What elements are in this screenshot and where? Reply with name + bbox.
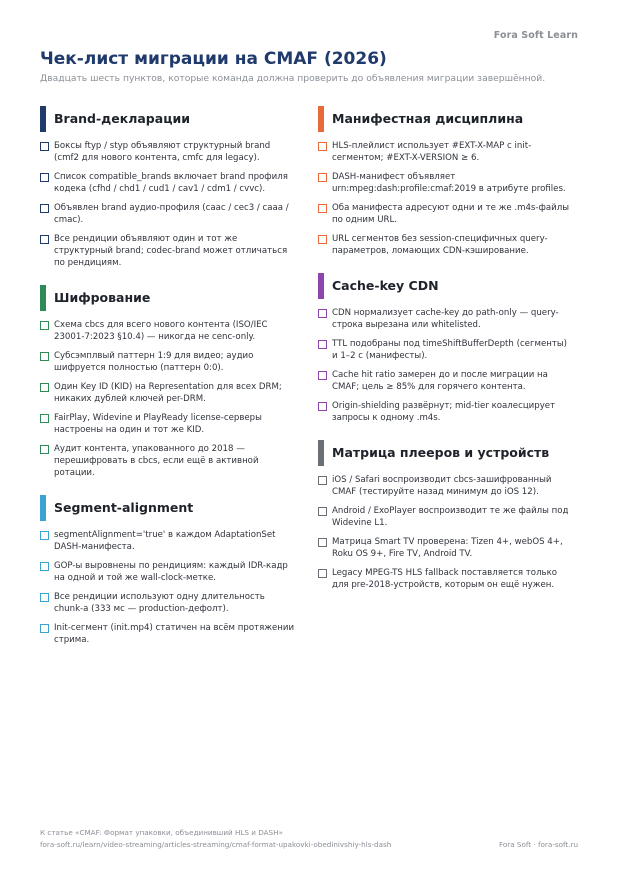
checkbox-icon[interactable]	[40, 142, 49, 151]
checkbox-icon[interactable]	[318, 507, 327, 516]
checkbox-icon[interactable]	[318, 371, 327, 380]
section-color-bar	[40, 106, 46, 132]
checkbox-icon[interactable]	[40, 352, 49, 361]
checklist-item-text: Init-сегмент (init.mp4) статичен на всём протяжении стрима.	[54, 623, 295, 645]
checkbox-icon[interactable]	[318, 142, 327, 151]
checklist-item-text: Origin-shielding развёрнут; mid-tier коалесцирует запросы к одному .m4s.	[332, 401, 556, 423]
section-header	[318, 440, 574, 466]
checkbox-icon[interactable]	[40, 204, 49, 213]
checkbox-icon[interactable]	[318, 569, 327, 578]
section-manifest	[318, 106, 574, 257]
checklist-item-text: Матрица Smart TV проверена: Tizen 4+, webOS 4+, Roku OS 9+, Fire TV, Android TV.	[332, 537, 563, 559]
checklist-item-text: GOP-ы выровнены по рендициям: каждый IDR-кадр на одной и той же wall-clock-метке.	[54, 561, 288, 583]
checklist-item-text: Cache hit ratio замерен до и после миграции на CMAF; цель ≥ 85% для горячего контента.	[332, 370, 548, 392]
checklist-item-text: TTL подобраны под timeShiftBufferDepth (сегменты) и 1–2 с (манифесты).	[332, 339, 568, 361]
section-cdn	[318, 273, 574, 424]
checklist-item	[40, 350, 296, 374]
section-title: Brand-декларации	[54, 111, 190, 126]
checklist-item	[40, 412, 296, 436]
left-column	[40, 106, 296, 662]
checklist-item-text: CDN нормализует cache-key до path-only — query-строка вырезана или whitelisted.	[332, 308, 559, 330]
checkbox-icon[interactable]	[40, 235, 49, 244]
checklist-item	[40, 529, 296, 553]
page-subtitle: Двадцать шесть пунктов, которые команда должна проверить до объявления миграции завершённой.	[40, 73, 546, 84]
section-color-bar	[318, 273, 324, 299]
checklist-item	[318, 369, 574, 393]
checklist-item-text: Android / ExoPlayer воспроизводит те же файлы под Widevine L1.	[332, 506, 569, 528]
section-title: Segment-alignment	[54, 500, 194, 515]
checkbox-icon[interactable]	[318, 476, 327, 485]
section-header	[40, 285, 296, 311]
page-title: Чек-лист миграции на CMAF (2026)	[40, 49, 387, 69]
checkbox-icon[interactable]	[318, 309, 327, 318]
section-title: Манифестная дисциплина	[332, 111, 524, 126]
footer-article: К статье «CMAF: Формат упаковки, объединивший HLS и DASH»	[40, 828, 283, 837]
checklist-item-text: Схема cbcs для всего нового контента (ISO/IEC 23001-7:2023 §10.4) — никогда не cenc-only.	[54, 320, 268, 342]
checklist-item-text: URL сегментов без session-специфичных query-параметров, ломающих CDN-кэширование.	[332, 234, 548, 256]
section-encryption	[40, 285, 296, 479]
checkbox-icon[interactable]	[318, 235, 327, 244]
checklist-item	[318, 505, 574, 529]
checklist-item	[318, 567, 574, 591]
checklist-item-text: DASH-манифест объявляет urn:mpeg:dash:profile:cmaf:2019 в атрибуте profiles.	[332, 172, 566, 194]
section-title: Cache-key CDN	[332, 278, 439, 293]
checkbox-icon[interactable]	[40, 531, 49, 540]
checklist-item	[318, 233, 574, 257]
checklist-item-text: Один Key ID (KID) на Representation для всех DRM; никаких дублей ключей per-DRM.	[54, 382, 282, 404]
section-color-bar	[318, 440, 324, 466]
checklist-item	[40, 202, 296, 226]
checklist-item-text: Все рендиции используют одну длительность chunk-а (333 мс — production-дефолт).	[54, 592, 265, 614]
checklist-item-text: Боксы ftyp / styp объявляют структурный brand (cmf2 для нового контента, cmfc для legacy).	[54, 141, 271, 163]
section-players	[318, 440, 574, 591]
checklist-item-text: FairPlay, Widevine и PlayReady license-серверы настроены на один и тот же KID.	[54, 413, 262, 435]
section-title: Матрица плееров и устройств	[332, 445, 550, 460]
brand-label: Fora Soft Learn	[493, 30, 578, 41]
checklist-item	[318, 474, 574, 498]
checklist-item-text: Все рендиции объявляют один и тот же структурный brand; codec-brand может отличаться по рендициям.	[54, 234, 288, 268]
section-brand	[40, 106, 296, 269]
section-title: Шифрование	[54, 290, 151, 305]
checklist-item-text: Legacy MPEG-TS HLS fallback поставляется только для pre-2018-устройств, которым он ещё нужен.	[332, 568, 558, 590]
checklist-item-text: segmentAlignment='true' в каждом AdaptationSet DASH-манифеста.	[54, 530, 276, 552]
checklist-item-text: Оба манифеста адресуют одни и те же .m4s-файлы по одним URL.	[332, 203, 569, 225]
checkbox-icon[interactable]	[40, 624, 49, 633]
checklist-item-text: HLS-плейлист использует #EXT-X-MAP с init-сегментом; #EXT-X-VERSION ≥ 6.	[332, 141, 532, 163]
checklist-item	[40, 560, 296, 584]
checkbox-icon[interactable]	[40, 445, 49, 454]
checkbox-icon[interactable]	[40, 383, 49, 392]
checkbox-icon[interactable]	[40, 321, 49, 330]
checkbox-icon[interactable]	[40, 562, 49, 571]
checklist-item-text: Объявлен brand аудио-профиля (caac / cec3 / caaa / cmac).	[54, 203, 289, 225]
footer-url: fora-soft.ru/learn/video-streaming/articles-streaming/cmaf-format-upakovki-obedinivshiy-hls-dash	[40, 840, 392, 849]
section-header	[40, 495, 296, 521]
section-header	[318, 273, 574, 299]
checklist-item	[40, 171, 296, 195]
checklist-item	[40, 140, 296, 164]
checklist-item	[318, 400, 574, 424]
section-color-bar	[318, 106, 324, 132]
checkbox-icon[interactable]	[40, 173, 49, 182]
checkbox-icon[interactable]	[40, 593, 49, 602]
checklist-item-text: Список compatible_brands включает brand профиля кодека (cfhd / chd1 / cud1 / cav1 / cdm1 / cvvc).	[54, 172, 288, 194]
checkbox-icon[interactable]	[40, 414, 49, 423]
checklist-item	[318, 307, 574, 331]
checklist-item	[318, 140, 574, 164]
checklist-item	[318, 338, 574, 362]
section-color-bar	[40, 495, 46, 521]
checkbox-icon[interactable]	[318, 402, 327, 411]
checklist-item	[40, 319, 296, 343]
checklist-item	[40, 622, 296, 646]
checkbox-icon[interactable]	[318, 173, 327, 182]
section-header	[40, 106, 296, 132]
checklist-item-text: Субсэмплвый паттерн 1:9 для видео; аудио шифруется полностью (паттерн 0:0).	[54, 351, 254, 373]
right-column	[318, 106, 574, 607]
checklist-item	[318, 536, 574, 560]
checklist-item-text: Аудит контента, упакованного до 2018 — перешифровать в cbcs, если ещё в активной ротации.	[54, 444, 259, 478]
footer-brand: Fora Soft · fora-soft.ru	[499, 840, 578, 849]
checklist-item	[40, 591, 296, 615]
checkbox-icon[interactable]	[318, 340, 327, 349]
checklist-item	[318, 202, 574, 226]
section-color-bar	[40, 285, 46, 311]
section-segment	[40, 495, 296, 646]
checklist-item	[318, 171, 574, 195]
checklist-item	[40, 381, 296, 405]
checklist-item	[40, 443, 296, 479]
checklist-item-text: iOS / Safari воспроизводит cbcs-зашифрованный CMAF (тестируйте назад минимум до iOS 12).	[332, 475, 552, 497]
checkbox-icon[interactable]	[318, 204, 327, 213]
checkbox-icon[interactable]	[318, 538, 327, 547]
section-header	[318, 106, 574, 132]
checklist-item	[40, 233, 296, 269]
